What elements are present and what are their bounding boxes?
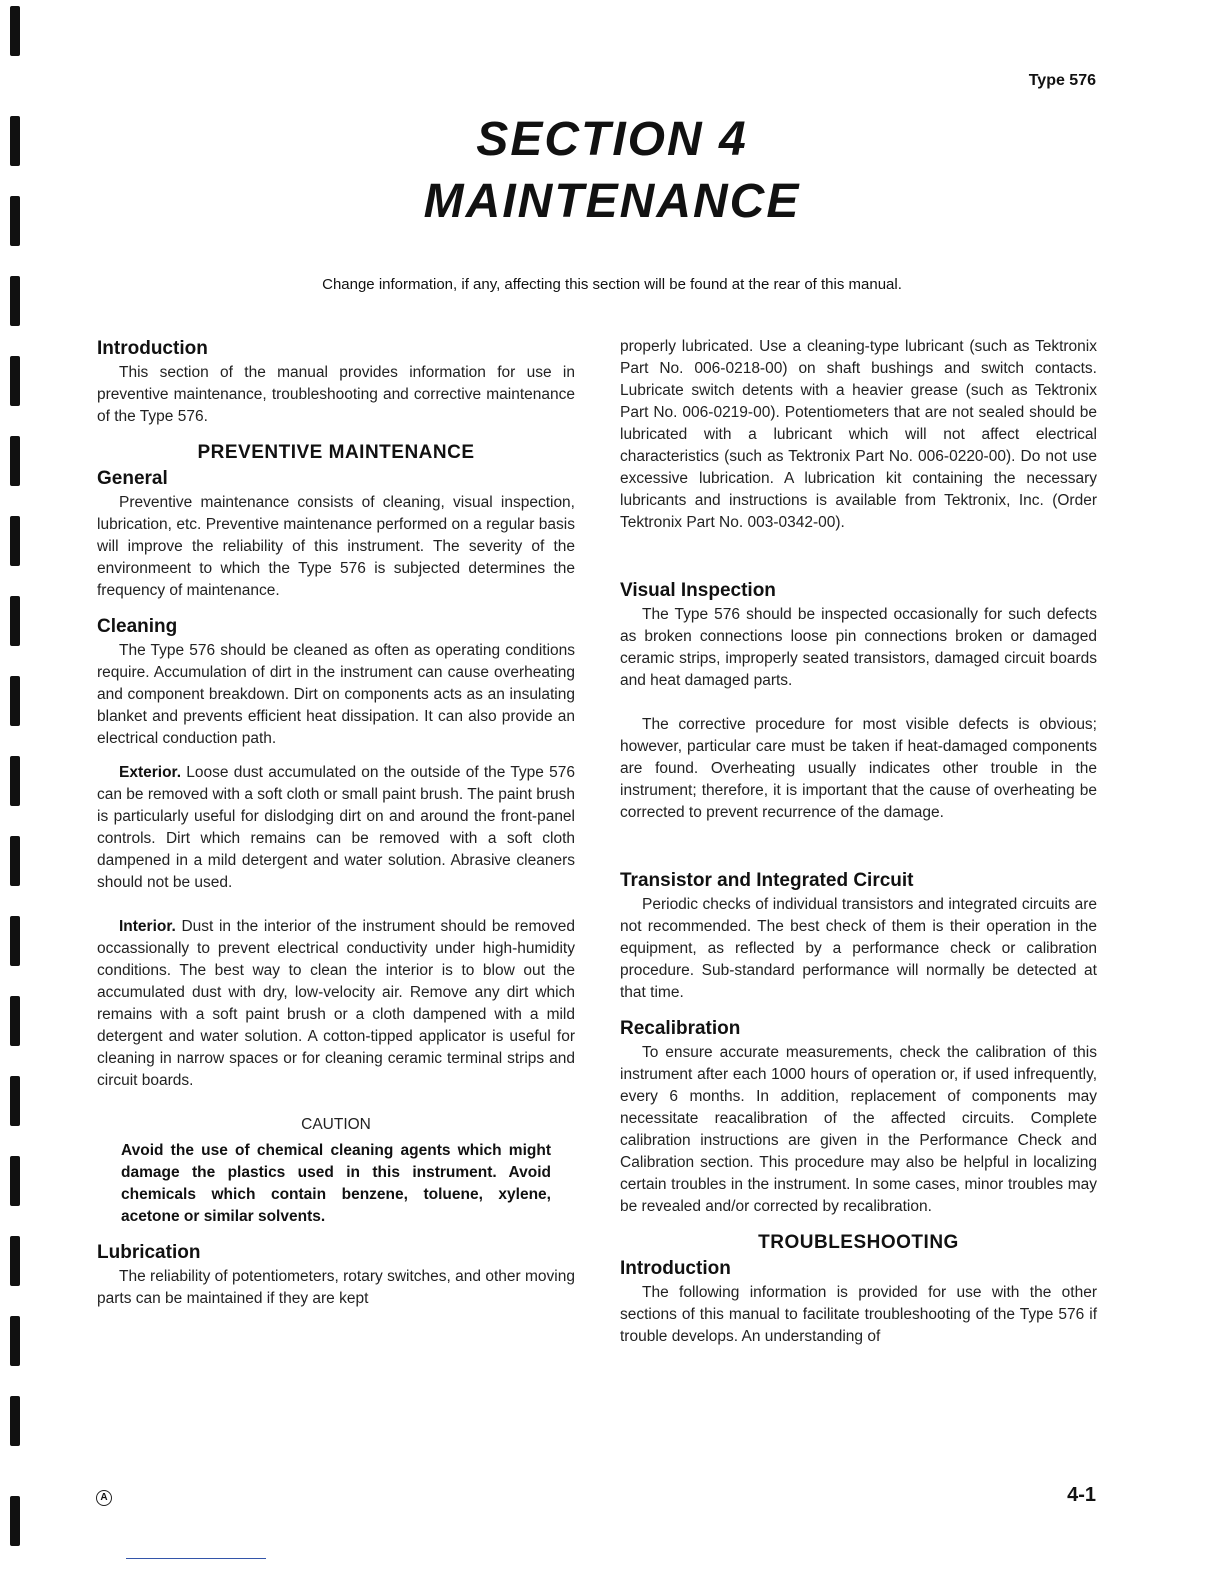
lubrication-heading: Lubrication (97, 1242, 201, 1263)
intro-text: This section of the manual provides information for use in preventive maintenance, troubleshooting and corrective maintenance of the Type 576. (97, 364, 575, 425)
binding-mark (10, 676, 20, 726)
visual-inspection-text-2: The corrective procedure for most visible defects is obvious; however, particular care must be taken if heat-damaged components are found. Overheating usually indicates other trouble in the instrument; therefore, it is important that the cause of overheating be corrected to prevent recurrence of the damage. (620, 716, 1097, 821)
lubrication-continued: properly lubricated. Use a cleaning-type lubricant (such as Tektronix Part No. 006-0218-00) on shaft bushings and switch contacts. Lubricate switch detents with a heavier grease (such as Tektronix Part No. 006-0219-00). Potentiometers that are not sealed should be lubricated with a lubricant which will not affect electrical characteristics (such as Tektronix Part No. 006-0220-00). Do not use excessive lubrication. A lubrication kit containing the necessary lubricants and instructions is available from Tektronix, Inc. (Order Tektronix Part No. 003-0342-00). (620, 338, 1097, 531)
section-title: SECTION 4 (476, 113, 748, 166)
troubleshooting-intro-text: The following information is provided for use with the other sections of this manual to facilitate troubleshooting of the Type 576 if trouble develops. An understanding of (620, 1284, 1097, 1345)
binding-mark (10, 436, 20, 486)
tektronix-logo: A (96, 1490, 112, 1506)
transistor-text: Periodic checks of individual transistors and integrated circuits are not recommended. The best check of them is their operation in the equipment, as reflected by a performance check or calibration procedure. Sub-standard performance will normally be detected at that time. (620, 896, 1097, 1001)
binding-mark (10, 1236, 20, 1286)
binding-mark (10, 1156, 20, 1206)
caution-text: Avoid the use of chemical cleaning agents which might damage the plastics used in this instrument. Avoid chemicals which contain benzene, toluene, xylene, acetone or similar solvents. (121, 1142, 551, 1225)
section-name: MAINTENANCE (423, 175, 801, 228)
exterior-label: Exterior. (119, 764, 182, 781)
binding-marks (8, 0, 22, 1584)
type-label: Type 576 (1028, 72, 1096, 89)
exterior-text: Loose dust accumulated on the outside of the Type 576 can be removed with a soft cloth or small paint brush. The paint brush is particularly useful for dislodging dirt on and around the front-panel controls. Dirt which remains can be removed with a soft cloth dampened in a mild detergent and water solution. Abrasive cleaners should not be used. (97, 764, 575, 891)
binding-mark (10, 6, 20, 56)
binding-mark (10, 916, 20, 966)
general-text: Preventive maintenance consists of cleaning, visual inspection, lubrication, etc. Preventive maintenance performed on a regular basis will improve the reliability of this instrument. The severity of the environmeent to which the Type 576 is subjected determines the frequency of maintenance. (97, 494, 575, 599)
troubleshooting-intro-heading: Introduction (620, 1258, 731, 1279)
visual-inspection-text: The Type 576 should be inspected occasionally for such defects as broken connections loose pin connections broken or damaged ceramic strips, improperly seated transistors, damaged circuit boards and heat damaged parts. (620, 606, 1097, 689)
troubleshooting-heading: TROUBLESHOOTING (758, 1232, 959, 1253)
interior-text: Dust in the interior of the instrument should be removed occassionally to prevent electrical conductivity under high-humidity conditions. The best way to clean the interior is to blow out the accumulated dust with dry, low-velocity air. Remove any dirt which remains with a soft paint brush or a cloth dampened with a mild detergent and water solution. A cotton-tipped applicator is useful for cleaning in narrow spaces or for cleaning ceramic terminal strips and circuit boards. (97, 918, 575, 1089)
footer-rule (126, 1558, 266, 1559)
cleaning-heading: Cleaning (97, 616, 178, 637)
left-column (97, 336, 575, 1310)
exterior-paragraph (97, 762, 575, 894)
caution-title: CAUTION (301, 1116, 371, 1133)
binding-mark (10, 1076, 20, 1126)
binding-mark (10, 996, 20, 1046)
intro-heading: Introduction (97, 338, 208, 359)
binding-mark (10, 596, 20, 646)
binding-mark (10, 516, 20, 566)
interior-paragraph (97, 916, 575, 1092)
recalibration-text: To ensure accurate measurements, check the calibration of this instrument after each 1000 hours of operation or, if used infrequently, every 6 months. In addition, replacement of components may necessitate reacalibration of the affected circuits. Complete calibration instructions are given in the Performance Check and Calibration section. This procedure may also be helpful in localizing certain troubles in the instrument. In some cases, minor troubles may be revealed and/or corrected by recalibration. (620, 1044, 1097, 1215)
binding-mark (10, 756, 20, 806)
binding-mark (10, 1316, 20, 1366)
transistor-heading: Transistor and Integrated Circuit (620, 870, 914, 891)
general-heading: General (97, 468, 168, 489)
visual-inspection-heading: Visual Inspection (620, 580, 776, 601)
change-note: Change information, if any, affecting this section will be found at the rear of this manual. (322, 276, 902, 293)
binding-mark (10, 836, 20, 886)
lubrication-text: The reliability of potentiometers, rotary switches, and other moving parts can be maintained if they are kept (97, 1268, 575, 1307)
interior-label: Interior. (119, 918, 176, 935)
page-number: 4-1 (1067, 1484, 1096, 1506)
right-column (620, 336, 1097, 1348)
binding-mark (10, 356, 20, 406)
cleaning-text: The Type 576 should be cleaned as often as operating conditions require. Accumulation of dirt in the instrument can cause overheating and component breakdown. Dirt on components acts as an insulating blanket and prevents efficient heat dissipation. It can also provide an electrical conduction path. (97, 642, 575, 747)
binding-mark (10, 1396, 20, 1446)
binding-mark (10, 1496, 20, 1546)
recalibration-heading: Recalibration (620, 1018, 741, 1039)
preventive-maintenance-heading: PREVENTIVE MAINTENANCE (197, 442, 475, 463)
